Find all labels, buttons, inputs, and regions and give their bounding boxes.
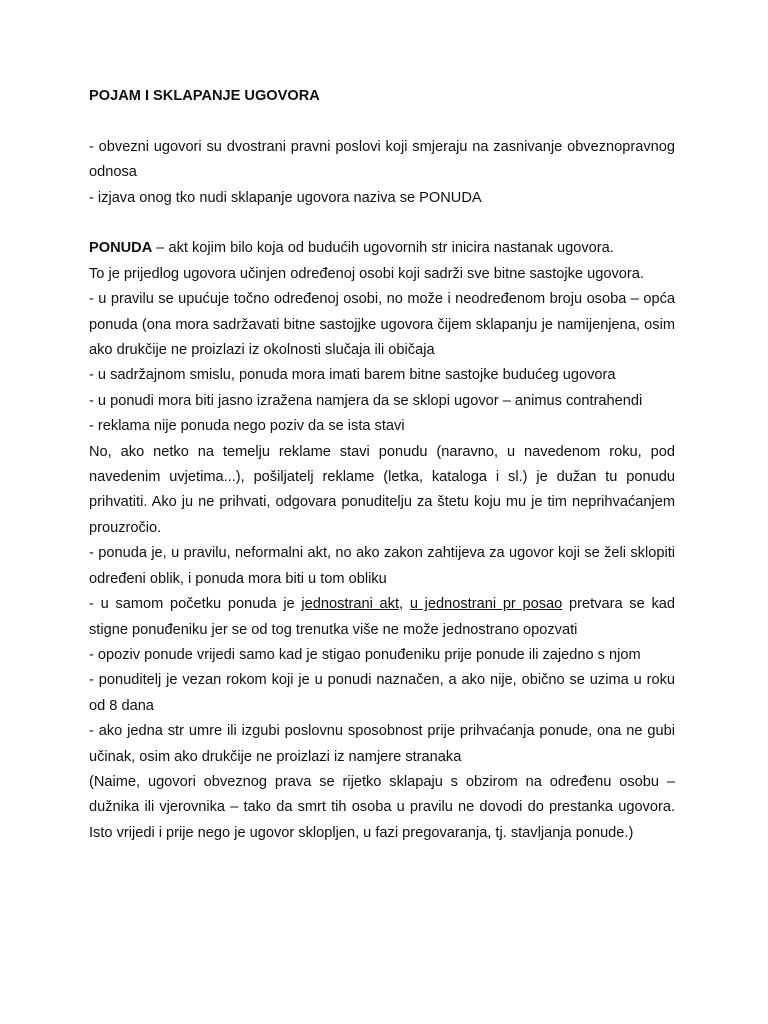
paragraph-body-10: - ako jedna str umre ili izgubi poslovnu sposobnost prije prihvaćanja ponude, ona ne gubi učinak, osim ako drukčije ne proizlazi iz namjere stranaka [89, 723, 675, 765]
document-title: POJAM I SKLAPANJE UGOVORA [89, 88, 320, 104]
paragraph-body-8: - opoziv ponude vrijedi samo kad je stigao ponuđeniku prije ponude ili zajedno s njom [89, 646, 641, 663]
paragraph-intro-2: - izjava onog tko nudi sklapanje ugovora naziva se PONUDA [89, 189, 482, 206]
paragraph-body-6: No, ako netko na temelju reklame stavi ponudu (naravno, u navedenom roku, pod navedenim uvjetima...), pošiljatelj reklame (letka, kataloga i sl.) je dužan tu ponudu prihvatiti. Ako ju ne prihvati, odgovara ponuditelju za štetu koju mu je tim neprihvaćanjem prouzročio. [89, 443, 675, 536]
underlined-term-unilateral-act: jednostrani akt [301, 596, 400, 613]
paragraph-body-5: - reklama nije ponuda nego poziv da se ista stavi [89, 418, 405, 435]
paragraph-body-7: - ponuda je, u pravilu, neformalni akt, no ako zakon zahtijeva za ugovor koji se želi sklopiti određeni oblik, i ponuda mora biti u tom obliku [89, 545, 675, 587]
paragraph-intro-1: - obvezni ugovori su dvostrani pravni poslovi koji smjeraju na zasnivanje obveznopravnog odnosa [89, 138, 675, 181]
ponuda-definition-text: – akt kojim bilo koja od budućih ugovornih str inicira nastanak ugovora. [152, 240, 614, 257]
unilateral-prefix: - u samom početku ponuda je [89, 596, 302, 613]
paragraph-body-4: - u ponudi mora biti jasno izražena namjera da se sklopi ugovor – animus contrahendi [89, 392, 643, 409]
paragraph-gap [89, 211, 675, 236]
paragraph-body-1: To je prijedlog ugovora učinjen određenoj osobi koji sadrži sve bitne sastojke ugovora. [89, 265, 644, 282]
paragraph-body-11: (Naime, ugovori obveznog prava se rijetko sklapaju s obzirom na određenu osobu – dužnika ili vjerovnika – tako da smrt tih osoba u pravilu ne dovodi do prestanka ugovora. Isto vrijedi i prije nego je ugovor sklopljen, u fazi pregovaranja, tj. stavljanja ponude.) [89, 773, 675, 841]
paragraph-body-3: - u sadržajnom smislu, ponuda mora imati barem bitne sastojke budućeg ugovora [89, 367, 616, 384]
unilateral-suffix: pretvara se kad stigne ponuđeniku jer se od tog trenutka više ne može jednostrano opozvati [89, 596, 675, 638]
ponuda-term: PONUDA [89, 240, 153, 257]
paragraph-body-9: - ponuditelj je vezan rokom koji je u ponudi naznačen, a ako nije, obično se uzima u roku od 8 dana [89, 672, 675, 714]
underlined-term-unilateral-legal-act: u jednostrani pr posao [409, 596, 563, 613]
unilateral-mid: , [399, 596, 410, 613]
paragraph-body-2: - u pravilu se upućuje točno određenoj osobi, no može i neodređenom broju osoba – opća ponuda (ona mora sadržavati bitne sastojjke ugovora čijem sklapanju je namijenjena, osim ako drukčije ne proizlazi iz okolnosti slučaja ili običaja [89, 291, 675, 359]
paragraph-ponuda-definition [89, 236, 675, 261]
document-page [89, 84, 675, 846]
paragraph-unilateral [89, 592, 675, 643]
